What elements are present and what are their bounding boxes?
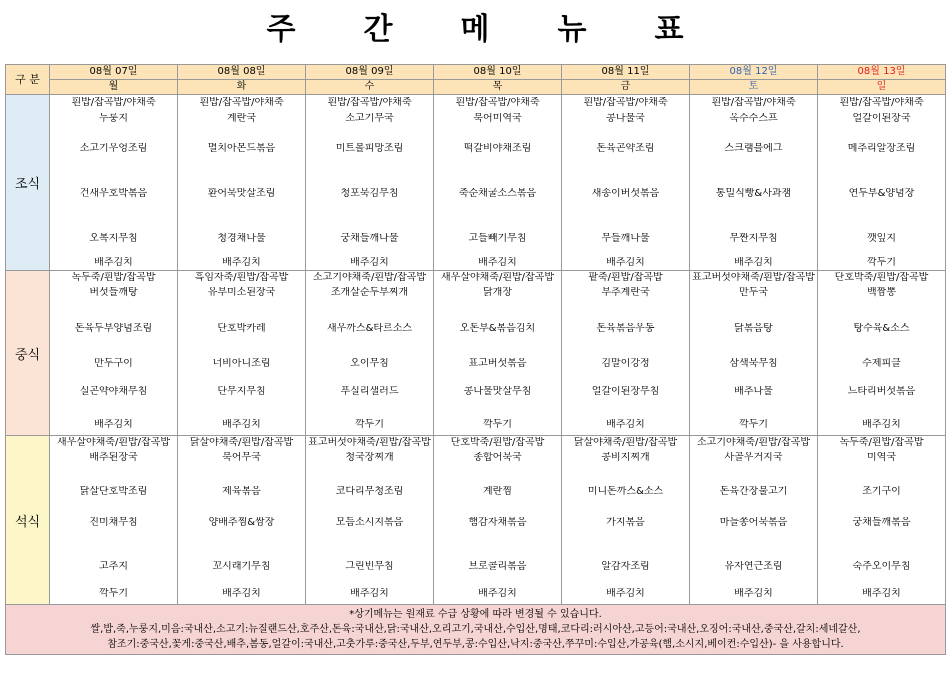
menu-item: 흰밥/잡곡밥/야채죽 xyxy=(199,97,284,108)
meal-label: 석식 xyxy=(6,436,50,605)
menu-item: 깍두기 xyxy=(867,257,896,268)
menu-cell xyxy=(562,95,690,271)
title-char: 뉴 xyxy=(557,12,587,47)
menu-item: 가지볶음 xyxy=(606,517,645,528)
menu-item: 배추김치 xyxy=(94,257,133,268)
menu-item: 녹두죽/흰밥/잡곡밥 xyxy=(71,272,156,283)
menu-item: 배추김치 xyxy=(862,588,901,599)
menu-item: 메추리알장조림 xyxy=(847,143,916,154)
meal-label: 중식 xyxy=(6,271,50,436)
menu-item: 표고버섯볶음 xyxy=(468,358,527,369)
menu-item: 배추김치 xyxy=(478,257,517,268)
menu-cell xyxy=(50,271,178,436)
menu-item: 김말이강정 xyxy=(601,358,650,369)
menu-item: 흑임자죽/흰밥/잡곡밥 xyxy=(194,272,289,283)
menu-item: 소고기야채죽/흰밥/잡곡밥 xyxy=(313,272,426,283)
menu-item: 콩비지찌개 xyxy=(601,452,650,463)
menu-item: 버섯들깨탕 xyxy=(89,287,138,298)
menu-item: 건새우호박볶음 xyxy=(79,188,148,199)
menu-item: 코다리무청조림 xyxy=(335,486,404,497)
menu-cell xyxy=(306,95,434,271)
menu-item: 진미채무침 xyxy=(89,517,138,528)
title-char: 간 xyxy=(363,12,393,47)
menu-item: 꼬시래기무침 xyxy=(212,561,271,572)
menu-item: 누룽지 xyxy=(99,113,128,124)
menu-item: 흰밥/잡곡밥/야채죽 xyxy=(455,97,540,108)
menu-item: 단호박카레 xyxy=(217,323,266,334)
day-date: 08월 09일 xyxy=(306,65,434,80)
menu-item: 깍두기 xyxy=(355,419,384,430)
menu-cell xyxy=(306,271,434,436)
day-of-week: 금 xyxy=(562,80,690,95)
menu-cell xyxy=(50,436,178,605)
menu-item: 얼갈이된장국 xyxy=(852,113,911,124)
menu-item: 돈육간장불고기 xyxy=(719,486,788,497)
day-of-week: 토 xyxy=(690,80,818,95)
menu-item: 부추계란국 xyxy=(601,287,650,298)
menu-item: 유자연근조림 xyxy=(724,561,783,572)
day-date: 08월 08일 xyxy=(178,65,306,80)
menu-item: 환어묵맛살조림 xyxy=(207,188,276,199)
notes-line: *상기메뉴는 원재료 수급 상황에 따라 변경될 수 있습니다. xyxy=(349,609,602,620)
menu-item: 새송이버섯볶음 xyxy=(591,188,660,199)
menu-item: 멸치아몬드볶음 xyxy=(207,143,276,154)
menu-item: 브로콜리볶음 xyxy=(468,561,527,572)
menu-item: 청경채나물 xyxy=(217,233,266,244)
menu-item: 배추김치 xyxy=(734,588,773,599)
header-label: 구 분 xyxy=(6,65,50,95)
menu-item: 옥수수스프 xyxy=(729,113,778,124)
menu-cell xyxy=(50,95,178,271)
menu-cell xyxy=(818,95,946,271)
menu-table xyxy=(5,64,946,655)
menu-item: 소고기무국 xyxy=(345,113,394,124)
menu-item: 배추나물 xyxy=(734,386,773,397)
menu-item: 돈육볶음우동 xyxy=(596,323,655,334)
menu-item: 너비아니조림 xyxy=(212,358,271,369)
menu-cell xyxy=(178,436,306,605)
menu-item: 햄감자채볶음 xyxy=(468,517,527,528)
menu-item: 표고버섯야채죽/흰밥/잡곡밥 xyxy=(692,272,815,283)
notes xyxy=(6,605,946,655)
title-char: 메 xyxy=(460,12,490,47)
menu-item: 통밀식빵&사과잼 xyxy=(715,188,792,199)
menu-item: 배추김치 xyxy=(350,257,389,268)
menu-item: 오복지무침 xyxy=(89,233,138,244)
menu-cell xyxy=(562,271,690,436)
menu-cell xyxy=(690,271,818,436)
menu-item: 계란찜 xyxy=(483,486,512,497)
menu-item: 깍두기 xyxy=(99,588,128,599)
menu-cell xyxy=(562,436,690,605)
day-of-week: 수 xyxy=(306,80,434,95)
menu-cell xyxy=(818,271,946,436)
menu-item: 스크램블에그 xyxy=(724,143,783,154)
menu-item: 단호박죽/흰밥/잡곡밥 xyxy=(450,437,545,448)
menu-item: 팥죽/흰밥/잡곡밥 xyxy=(588,272,663,283)
menu-cell xyxy=(690,95,818,271)
menu-item: 백짬뽕 xyxy=(867,287,896,298)
menu-item: 닭살야채죽/흰밥/잡곡밥 xyxy=(573,437,678,448)
menu-item: 고들빼기무침 xyxy=(468,233,527,244)
menu-item: 무짠지무침 xyxy=(729,233,778,244)
menu-item: 녹두죽/흰밥/잡곡밥 xyxy=(839,437,924,448)
menu-item: 콩나물맛살무침 xyxy=(463,386,532,397)
menu-item: 소고기야채죽/흰밥/잡곡밥 xyxy=(697,437,810,448)
menu-item: 흰밥/잡곡밥/야채죽 xyxy=(71,97,156,108)
menu-item: 계란국 xyxy=(227,113,256,124)
menu-cell xyxy=(434,95,562,271)
menu-item: 미트볼피망조림 xyxy=(335,143,404,154)
menu-item: 배추김치 xyxy=(478,588,517,599)
menu-item: 흰밥/잡곡밥/야채죽 xyxy=(711,97,796,108)
menu-item: 사골우거지국 xyxy=(724,452,783,463)
menu-item: 닭살단호박조림 xyxy=(79,486,148,497)
day-date: 08월 07일 xyxy=(50,65,178,80)
day-date: 08월 11일 xyxy=(562,65,690,80)
menu-item: 마늘쫑어묵볶음 xyxy=(719,517,788,528)
menu-item: 돈육곤약조림 xyxy=(596,143,655,154)
menu-item: 배추김치 xyxy=(606,419,645,430)
menu-item: 궁채들깨볶음 xyxy=(852,517,911,528)
menu-item: 배추김치 xyxy=(350,588,389,599)
menu-cell xyxy=(434,271,562,436)
menu-item: 표고버섯야채죽/흰밥/잡곡밥 xyxy=(308,437,431,448)
menu-item: 무들깨나물 xyxy=(601,233,650,244)
page-title xyxy=(0,0,950,52)
menu-item: 궁채들깨나물 xyxy=(340,233,399,244)
menu-item: 깻잎지 xyxy=(867,233,896,244)
menu-item: 죽순채굴소스볶음 xyxy=(458,188,537,199)
menu-item: 흰밥/잡곡밥/야채죽 xyxy=(583,97,668,108)
menu-item: 단무지무침 xyxy=(217,386,266,397)
menu-item: 배추된장국 xyxy=(89,452,138,463)
menu-item: 흰밥/잡곡밥/야채죽 xyxy=(839,97,924,108)
menu-item: 푸실리샐러드 xyxy=(340,386,399,397)
menu-cell xyxy=(178,95,306,271)
menu-item: 떡갈비야채조림 xyxy=(463,143,532,154)
menu-item: 미니돈까스&소스 xyxy=(587,486,664,497)
menu-item: 연두부&양념장 xyxy=(848,188,915,199)
notes-line: 참조기:중국산,꽃게:중국산,배추,봄동,얼갈이:국내산,고춧가루:중국산,두부,연두부,콩:수입산,낙지:중국산,쭈꾸미:수입산,가공육(햄,소시지,베이컨:수입산)- 을 사용합니다. xyxy=(107,639,844,650)
menu-item: 소고기우엉조림 xyxy=(79,143,148,154)
menu-item: 수제피클 xyxy=(862,358,901,369)
notes-line: 쌀,밥,죽,누룽지,미음:국내산,소고기:뉴질랜드산,호주산,돈육:국내산,닭:국내산,오리고기,국내산,수입산,명태,코다리:러시아산,고등어:국내산,오징어:국내산,중국산,갈치:세네갈산, xyxy=(90,624,861,635)
menu-item: 깍두기 xyxy=(483,419,512,430)
menu-item: 배추김치 xyxy=(734,257,773,268)
title-char: 표 xyxy=(654,12,684,47)
menu-item: 알감자조림 xyxy=(601,561,650,572)
menu-item: 북어미역국 xyxy=(473,113,522,124)
menu-item: 만두국 xyxy=(739,287,768,298)
menu-item: 단호박죽/흰밥/잡곡밥 xyxy=(834,272,929,283)
menu-item: 배추김치 xyxy=(222,419,261,430)
menu-item: 얼갈이된장무침 xyxy=(591,386,660,397)
menu-item: 새우까스&타르소스 xyxy=(326,323,413,334)
menu-cell xyxy=(818,436,946,605)
menu-item: 느타리버섯볶음 xyxy=(847,386,916,397)
menu-item: 양배추찜&쌈장 xyxy=(208,517,275,528)
meal-label: 조식 xyxy=(6,95,50,271)
menu-item: 배추김치 xyxy=(94,419,133,430)
menu-item: 배추김치 xyxy=(862,419,901,430)
menu-item: 돈육두부양념조림 xyxy=(74,323,153,334)
menu-item: 콩나물국 xyxy=(606,113,645,124)
menu-cell xyxy=(690,436,818,605)
day-of-week: 월 xyxy=(50,80,178,95)
menu-item: 새우살야채죽/흰밥/잡곡밥 xyxy=(441,272,554,283)
menu-item: 새우살야채죽/흰밥/잡곡밥 xyxy=(57,437,170,448)
day-date: 08월 10일 xyxy=(434,65,562,80)
menu-cell xyxy=(434,436,562,605)
menu-item: 북어무국 xyxy=(222,452,261,463)
menu-item: 깍두기 xyxy=(739,419,768,430)
menu-item: 배추김치 xyxy=(606,257,645,268)
day-date: 08월 12일 xyxy=(690,65,818,80)
menu-item: 닭볶음탕 xyxy=(734,323,773,334)
menu-cell xyxy=(178,271,306,436)
menu-item: 만두구이 xyxy=(94,358,133,369)
menu-item: 배추김치 xyxy=(606,588,645,599)
menu-item: 유부미소된장국 xyxy=(207,287,276,298)
menu-item: 청포묵김무침 xyxy=(340,188,399,199)
menu-item: 그린빈무침 xyxy=(345,561,394,572)
menu-item: 배추김치 xyxy=(222,588,261,599)
menu-item: 조개살순두부찌개 xyxy=(330,287,409,298)
menu-item: 삼색묵무침 xyxy=(729,358,778,369)
menu-item: 미역국 xyxy=(867,452,896,463)
menu-item: 조기구이 xyxy=(862,486,901,497)
menu-item: 종합어묵국 xyxy=(473,452,522,463)
title-char: 주 xyxy=(266,12,296,47)
day-of-week: 목 xyxy=(434,80,562,95)
menu-item: 고추지 xyxy=(99,561,128,572)
menu-item: 청국장찌개 xyxy=(345,452,394,463)
day-of-week: 화 xyxy=(178,80,306,95)
day-of-week: 일 xyxy=(818,80,946,95)
menu-item: 실곤약야채무침 xyxy=(79,386,148,397)
menu-item: 탕수육&소스 xyxy=(853,323,910,334)
menu-item: 제육볶음 xyxy=(222,486,261,497)
menu-item: 흰밥/잡곡밥/야채죽 xyxy=(327,97,412,108)
menu-item: 닭살야채죽/흰밥/잡곡밥 xyxy=(189,437,294,448)
menu-item: 오이무침 xyxy=(350,358,389,369)
menu-cell xyxy=(306,436,434,605)
menu-item: 숙주오이무침 xyxy=(852,561,911,572)
menu-item: 닭개장 xyxy=(483,287,512,298)
menu-item: 오돈부&볶음김치 xyxy=(459,323,536,334)
day-date: 08월 13일 xyxy=(818,65,946,80)
menu-item: 모듬소시지볶음 xyxy=(335,517,404,528)
menu-item: 배추김치 xyxy=(222,257,261,268)
